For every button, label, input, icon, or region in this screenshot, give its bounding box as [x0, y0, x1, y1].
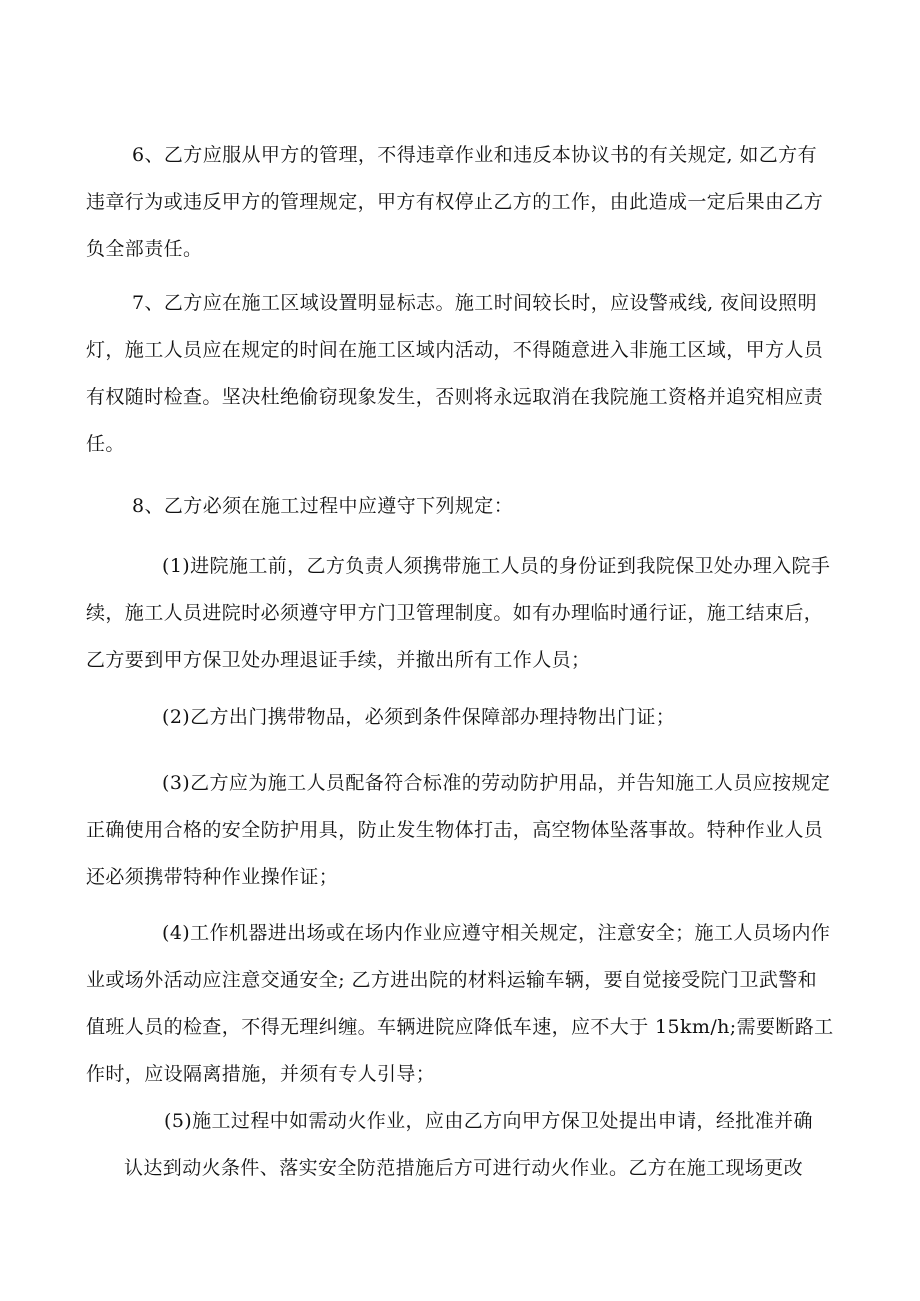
item-3-line-3: 还必须携带特种作业操作证； [86, 866, 339, 888]
item-2 [86, 694, 856, 741]
clause-6-line-3: 负全部责任。 [86, 238, 203, 260]
item-4-line-1: (4)工作机器进出场或在场内作业应遵守相关规定，注意安全；施工人员场内作 [162, 922, 831, 944]
item-4 [86, 910, 856, 1098]
clause-6 [86, 132, 856, 273]
clause-7-line-1: 7、乙方应在施工区域设置明显标志。施工时间较长时，应设警戒线, 夜间设照明 [132, 292, 817, 314]
item-2-line-1: (2)乙方出门携带物品，必须到条件保障部办理持物出门证； [162, 706, 676, 728]
clause-6-line-1: 6、乙方应服从甲方的管理，不得违章作业和违反本协议书的有关规定, 如乙方有 [132, 144, 817, 166]
item-5-line-1: (5)施工过程中如需动火作业，应由乙方向甲方保卫处提出申请，经批准并确 [164, 1110, 813, 1132]
clause-7-line-3: 有权随时检查。坚决杜绝偷窃现象发生，否则将永远取消在我院施工资格并追究相应责 [86, 386, 824, 408]
item-1-line-1: (1)进院施工前，乙方负责人须携带施工人员的身份证到我院保卫处办理入院手 [162, 555, 831, 577]
item-4-line-2: 业或场外活动应注意交通安全; 乙方进出院的材料运输车辆，要自觉接受院门卫武警和 [86, 969, 818, 991]
item-5-line-2: 认达到动火条件、落实安全防范措施后方可进行动火作业。乙方在施工现场更改 [124, 1157, 804, 1179]
item-1 [86, 543, 856, 684]
item-4-line-3: 值班人员的检查，不得无理纠缠。车辆进院应降低车速，应不大于 15km/h;需要断路工 [86, 1016, 834, 1038]
clause-7-line-4: 任。 [86, 433, 125, 455]
item-3-line-1: (3)乙方应为施工人员配备符合标准的劳动防护用品，并告知施工人员应按规定 [162, 772, 831, 794]
item-5 [86, 1098, 856, 1192]
clause-8-line-1: 8、乙方必须在施工过程中应遵守下列规定： [132, 495, 514, 517]
item-4-line-4: 作时，应设隔离措施，并须有专人引导； [86, 1063, 436, 1085]
clause-7 [86, 280, 856, 468]
item-1-line-3: 乙方要到甲方保卫处办理退证手续，并撤出所有工作人员； [86, 649, 591, 671]
clause-8 [86, 483, 856, 530]
item-3 [86, 760, 856, 901]
item-1-line-2: 续，施工人员进院时必须遵守甲方门卫管理制度。如有办理临时通行证，施工结束后， [86, 602, 824, 624]
clause-6-line-2: 违章行为或违反甲方的管理规定，甲方有权停止乙方的工作，由此造成一定后果由乙方 [86, 191, 824, 213]
item-3-line-2: 正确使用合格的安全防护用具，防止发生物体打击，高空物体坠落事故。特种作业人员 [86, 819, 824, 841]
clause-7-line-2: 灯，施工人员应在规定的时间在施工区域内活动，不得随意进入非施工区域，甲方人员 [86, 339, 824, 361]
